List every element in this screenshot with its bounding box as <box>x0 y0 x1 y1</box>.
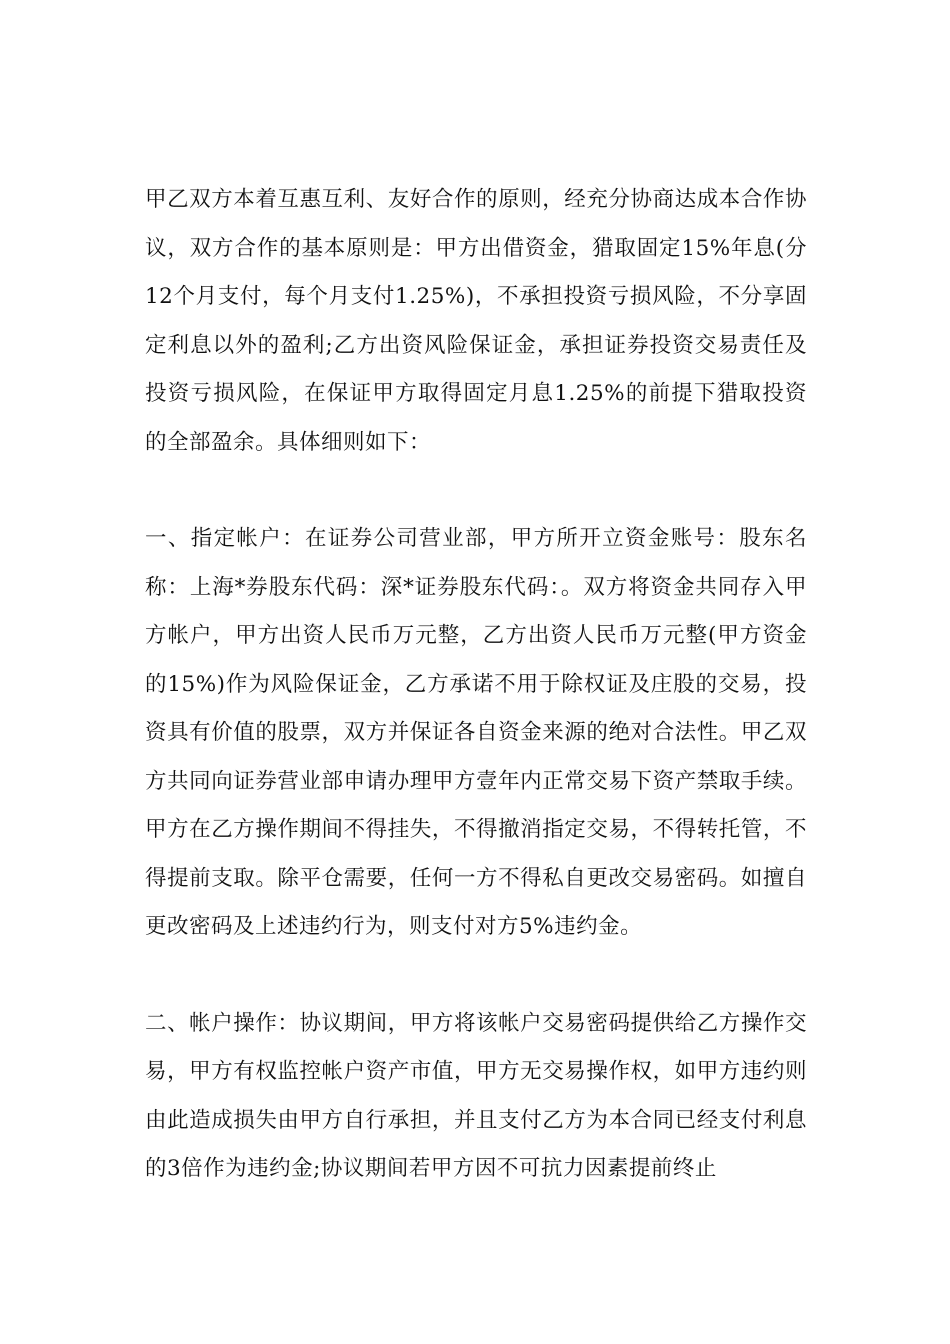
document-body <box>145 176 807 1194</box>
paragraph-account-operation: 二、帐户操作：协议期间，甲方将该帐户交易密码提供给乙方操作交易，甲方有权监控帐户资产市值，甲方无交易操作权，如甲方违约则由此造成损失由甲方自行承担，并且支付乙方为本合同已经支付利息的3倍作为违约金;协议期间若甲方因不可抗力因素提前终止 <box>145 1010 807 1181</box>
paragraph-spacer <box>145 467 807 515</box>
paragraph-principles: 甲乙双方本着互惠互利、友好合作的原则，经充分协商达成本合作协议，双方合作的基本原则是：甲方出借资金，猎取固定15%年息(分12个月支付，每个月支付1.25%)，不承担投资亏损风险，不分享固定利息以外的盈利;乙方出资风险保证金，承担证券投资交易责任及投资亏损风险，在保证甲方取得固定月息1.25%的前提下猎取投资的全部盈余。具体细则如下： <box>145 187 807 455</box>
paragraph-designated-account: 一、指定帐户：在证券公司营业部，甲方所开立资金账号：股东名称：上海*券股东代码：深*证券股东代码：。双方将资金共同存入甲方帐户，甲方出资人民币万元整，乙方出资人民币万元整(甲方资金的15%)作为风险保证金，乙方承诺不用于除权证及庄股的交易，投资具有价值的股票，双方并保证各自资金来源的绝对合法性。甲乙双方共同向证券营业部申请办理甲方壹年内正常交易下资产禁取手续。甲方在乙方操作期间不得挂失，不得撤消指定交易，不得转托管，不得提前支取。除平仓需要，任何一方不得私自更改交易密码。如擅自更改密码及上述违约行为，则支付对方5%违约金。 <box>145 526 807 939</box>
paragraph-spacer <box>145 952 807 1000</box>
